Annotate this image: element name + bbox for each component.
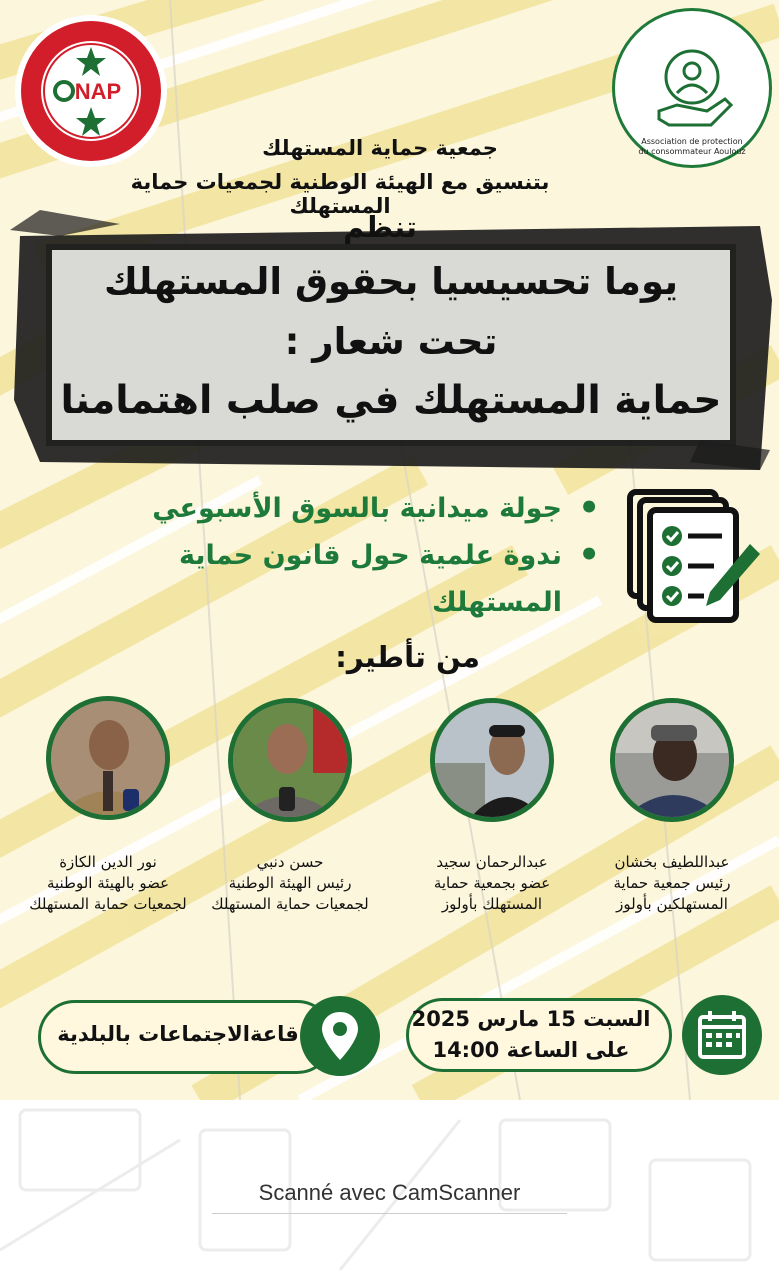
organizes-word: تنظم <box>343 210 417 244</box>
speaker-role: رئيس جمعية حماية <box>613 874 731 892</box>
speaker-photo <box>46 696 170 820</box>
logo-caption-line1: Association de protection <box>641 137 743 146</box>
location-pin-glyph <box>300 996 380 1076</box>
speaker-name: عبداللطيف بخشان <box>614 853 730 871</box>
speaker-portrait <box>51 701 165 815</box>
coordination-line: بتنسيق مع الهيئة الوطنية لجمعيات حماية المستهلك <box>130 170 550 218</box>
moderation-label: من تأطير: <box>335 640 480 674</box>
date-time-text <box>406 1004 656 1066</box>
speaker-photo <box>610 698 734 822</box>
speaker-info <box>8 852 208 915</box>
speaker-name: عبدالرحمان سجيد <box>436 853 548 871</box>
speaker-role: عضو بجمعية حماية <box>433 874 551 892</box>
event-location: قاعةالاجتماعات بالبلدية <box>57 1022 299 1046</box>
slogan: حماية المستهلك في صلب اهتمامنا <box>60 378 722 423</box>
event-time: على الساعة 14:00 <box>432 1038 630 1062</box>
event-title: يوما تحسيسيا بحقوق المستهلك <box>103 260 679 303</box>
speaker-info <box>572 852 772 915</box>
scanner-watermark: Scanné avec CamScanner <box>0 1180 779 1206</box>
location-pin-icon <box>300 996 380 1076</box>
speaker-role: عضو بالهيئة الوطنية <box>46 874 170 892</box>
nap-logo-text: NAP <box>74 79 122 104</box>
speaker-info <box>190 852 390 915</box>
speaker-name: حسن دنبي <box>256 853 324 871</box>
organizer-name: جمعية حماية المستهلك <box>262 136 498 160</box>
speaker-info <box>392 852 592 915</box>
program-list <box>100 485 600 626</box>
scanner-footer <box>0 1100 779 1280</box>
program-item: • جولة ميدانية بالسوق الأسبوعي <box>100 485 600 532</box>
event-date: السبت 15 مارس 2025 <box>411 1007 651 1031</box>
speaker-name: نور الدين الكازة <box>59 853 157 871</box>
program-item: • ندوة علمية حول قانون حماية المستهلك <box>100 532 600 626</box>
calendar-icon <box>682 995 762 1075</box>
speaker-role: لجمعيات حماية المستهلك <box>211 895 369 913</box>
speaker-photo <box>430 698 554 822</box>
aoulouz-association-logo <box>612 8 772 168</box>
logo-caption-line2: du consommateur Aoulouz <box>638 147 746 156</box>
speaker-portrait <box>435 703 549 817</box>
checklist-pencil-icon <box>624 488 764 624</box>
speaker-role: لجمعيات حماية المستهلك <box>29 895 187 913</box>
title-box <box>52 250 730 440</box>
speaker-photo <box>228 698 352 822</box>
speaker-portrait <box>233 703 347 817</box>
speaker-role: المستهلكين بأولوز <box>616 895 728 913</box>
speaker-portrait <box>615 703 729 817</box>
nap-logo <box>12 12 170 170</box>
speaker-role: المستهلك بأولوز <box>441 895 543 913</box>
speaker-role: رئيس الهيئة الوطنية <box>228 874 352 892</box>
logo-caption <box>615 137 769 157</box>
slogan-intro: تحت شعار : <box>284 320 498 363</box>
calendar-glyph <box>682 995 762 1075</box>
